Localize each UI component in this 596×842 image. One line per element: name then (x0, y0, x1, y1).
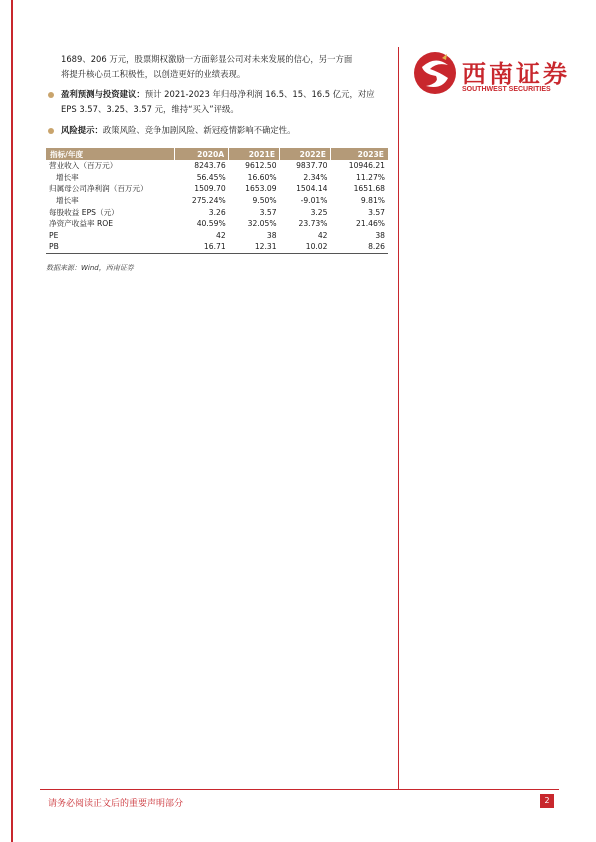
row-label: 归属母公司净利润（百万元） (49, 184, 148, 194)
table-row (46, 206, 388, 218)
table-cell: 9.81% (360, 196, 385, 206)
logo-emblem-icon (412, 50, 458, 96)
row-label: PE (49, 230, 59, 240)
table-cell: 3.57 (259, 207, 277, 217)
row-label: 营业收入（百万元） (49, 161, 118, 171)
logo-english-name: SOUTHWEST SECURITIES (462, 86, 551, 93)
table-cell: 10946.21 (348, 161, 385, 171)
table-cell: 32.05% (247, 219, 277, 229)
table-row (46, 183, 388, 195)
table-header-row (46, 148, 388, 160)
forecast-paragraph (61, 87, 387, 117)
forecast-text: 预计 2021-2023 年归母净利润 16.5、15、16.5 亿元，对应 EPS 3.57、3.25、3.57 元，维持“买入”评级。 (61, 89, 375, 114)
footer-rule (40, 789, 559, 790)
risk-label: 风险提示： (61, 125, 103, 135)
logo-chinese-name: 西南证券 (462, 59, 570, 88)
table-cell: -9.01% (300, 196, 328, 206)
table-cell: 1651.68 (353, 184, 385, 194)
column-divider (398, 47, 399, 789)
header-cell: 2021E (229, 148, 280, 160)
table-row (46, 241, 388, 253)
table-cell: 38 (375, 230, 385, 240)
table-cell: 275.24% (191, 196, 226, 206)
table-cell: 21.46% (356, 219, 385, 229)
footer-disclaimer: 请务必阅读正文后的重要声明部分 (48, 799, 184, 809)
table-cell: 1653.09 (245, 184, 277, 194)
paragraph-line: 将提升核心员工积极性，以创造更好的业绩表现。 (61, 69, 246, 79)
table-cell: 3.26 (208, 207, 226, 217)
row-label: PB (46, 241, 175, 253)
table-cell: 38 (266, 230, 277, 240)
table-cell: 1504.14 (296, 184, 328, 194)
table-cell: 56.45% (196, 172, 226, 182)
table-cell: 2.34% (303, 172, 328, 182)
table-cell: 8.26 (330, 241, 388, 253)
table-cell: 12.31 (229, 241, 280, 253)
table-cell: 3.57 (368, 207, 385, 217)
table-cell: 42 (216, 230, 226, 240)
financial-forecast-table (46, 148, 388, 254)
bullet-dot-icon (48, 128, 54, 134)
header-cell: 2020A (175, 148, 229, 160)
table-row (46, 172, 388, 184)
table-cell: 10.02 (280, 241, 331, 253)
table-cell: 9837.70 (296, 161, 328, 171)
bullet-dot-icon (48, 92, 54, 98)
risk-paragraph (61, 123, 387, 138)
incentive-paragraph (61, 52, 387, 82)
table-cell: 16.60% (247, 172, 277, 182)
table-cell: 9.50% (252, 196, 277, 206)
table-row (46, 230, 388, 242)
table-cell: 3.25 (310, 207, 328, 217)
forecast-label: 盈利预测与投资建议： (61, 89, 145, 99)
table-cell: 1509.70 (194, 184, 226, 194)
table-cell: 40.59% (196, 219, 226, 229)
header-cell: 2022E (280, 148, 331, 160)
row-label: 净资产收益率 ROE (49, 219, 114, 229)
table-cell: 9612.50 (245, 161, 277, 171)
risk-text: 政策风险、竞争加剧风险、新冠疫情影响不确定性。 (102, 125, 296, 135)
table-cell: 16.71 (175, 241, 229, 253)
row-label: 每股收益 EPS（元） (49, 207, 119, 217)
header-cell: 指标/年度 (46, 148, 175, 160)
left-margin-rule (11, 0, 13, 842)
header-cell: 2023E (330, 148, 388, 160)
table-cell: 23.73% (298, 219, 328, 229)
data-source-note: 数据来源：Wind，西南证券 (46, 264, 134, 272)
table-cell: 42 (317, 230, 328, 240)
table-cell: 11.27% (356, 172, 385, 182)
table-row (46, 218, 388, 230)
row-label: 增长率 (56, 196, 79, 206)
paragraph-line: 1689、206 万元，股票期权激励一方面彰显公司对未来发展的信心，另一方面 (61, 54, 353, 64)
table-row (46, 160, 388, 172)
table-cell: 8243.76 (194, 161, 226, 171)
page-number: 2 (540, 794, 554, 808)
table-row (46, 195, 388, 207)
company-logo (412, 50, 570, 106)
row-label: 增长率 (56, 172, 79, 182)
